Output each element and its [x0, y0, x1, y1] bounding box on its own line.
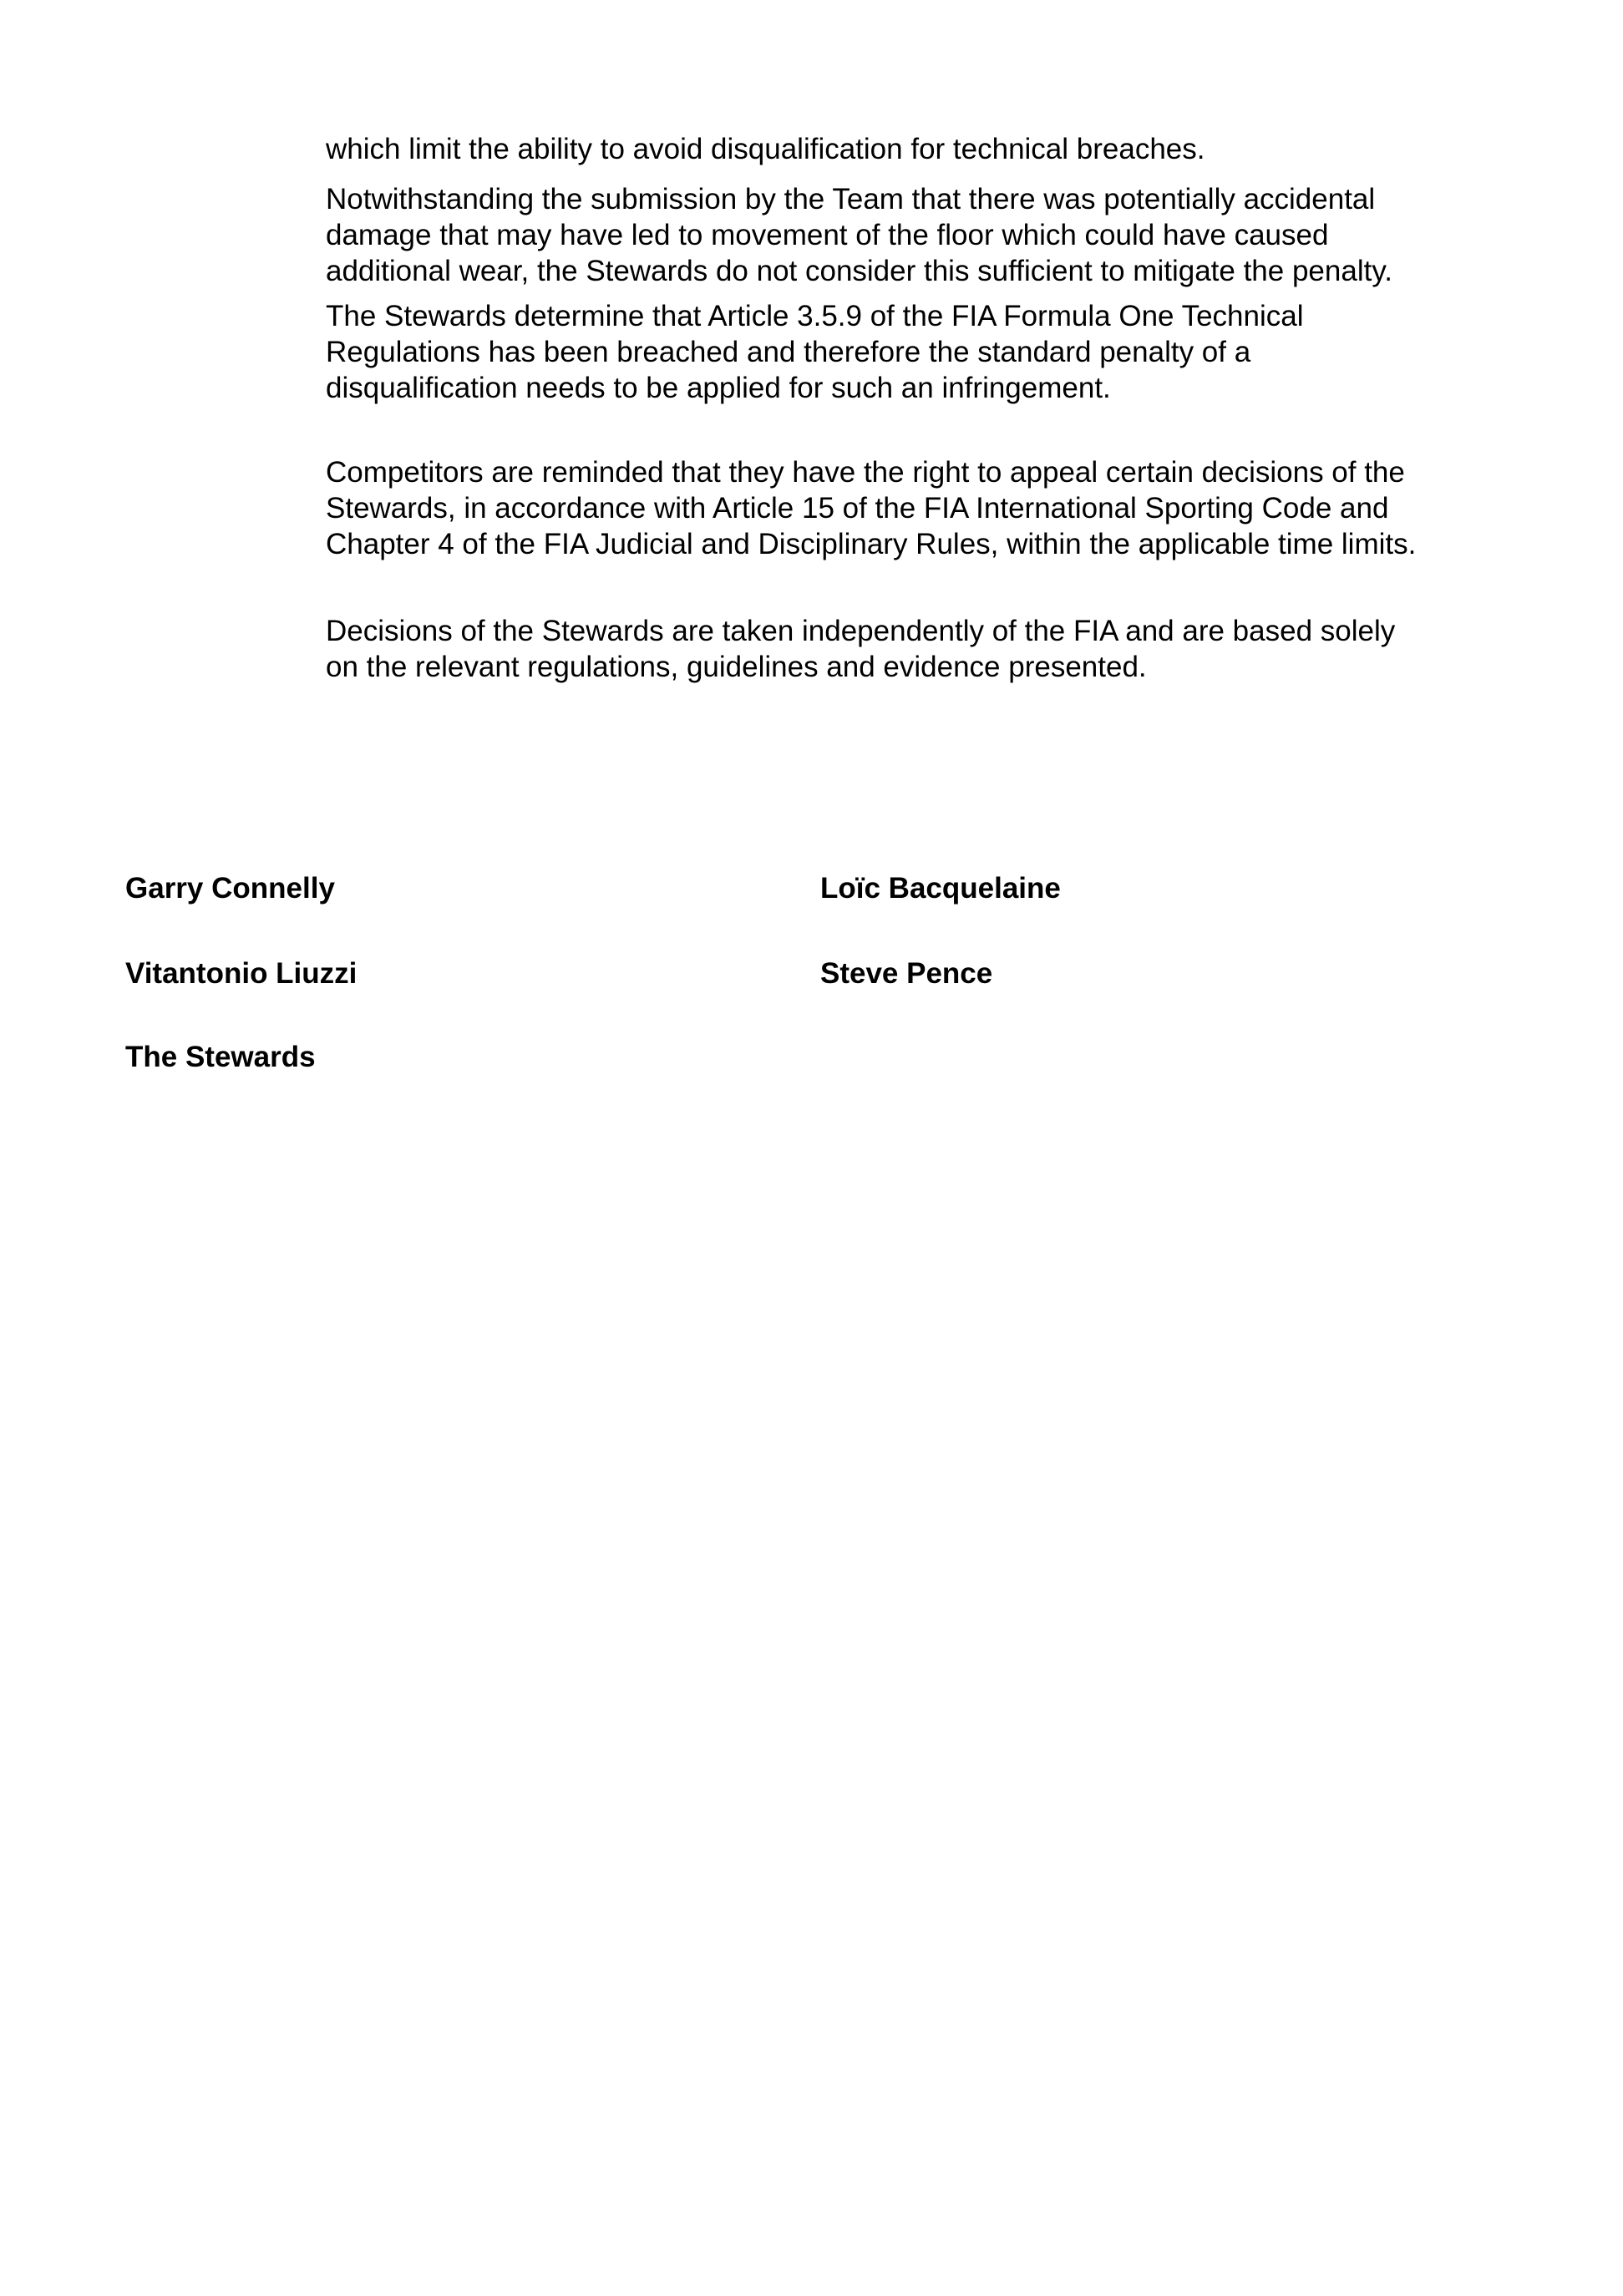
signature-footer-the-stewards: The Stewards — [125, 1041, 316, 1073]
text-line: The Stewards determine that Article 3.5.9 of the FIA Formula One Technical — [326, 300, 1304, 332]
text-line: Regulations has been breached and therefore the standard penalty of a — [326, 336, 1251, 368]
signatory-left-1: Garry Connelly — [125, 872, 335, 905]
text-line: damage that may have led to movement of the floor which could have caused — [326, 219, 1329, 251]
text-line: which limit the ability to avoid disqualification for technical breaches. — [326, 133, 1205, 165]
paragraph-stewards-determination — [326, 298, 1304, 406]
text-line: disqualification needs to be applied for such an infringement. — [326, 372, 1111, 404]
paragraph-disqualification-breaches — [326, 131, 1205, 167]
text-line: Decisions of the Stewards are taken independently of the FIA and are based solely — [326, 615, 1396, 647]
paragraph-decisions-independent — [326, 613, 1395, 685]
text-line: Competitors are reminded that they have the right to appeal certain decisions of the — [326, 456, 1405, 489]
text-line: on the relevant regulations, guidelines and evidence presented. — [326, 651, 1147, 683]
text-line: Stewards, in accordance with Article 15 of the FIA International Sporting Code and — [326, 492, 1389, 525]
text-line: additional wear, the Stewards do not consider this sufficient to mitigate the penalty. — [326, 255, 1392, 287]
paragraph-notwithstanding-submission — [326, 181, 1392, 289]
paragraph-right-to-appeal — [326, 454, 1416, 562]
signatory-right-2: Steve Pence — [820, 957, 993, 990]
text-line: Chapter 4 of the FIA Judicial and Disciplinary Rules, within the applicable time limits. — [326, 528, 1417, 560]
text-line: Notwithstanding the submission by the Team that there was potentially accidental — [326, 183, 1376, 215]
signatory-left-2: Vitantonio Liuzzi — [125, 957, 358, 990]
signatory-right-1: Loïc Bacquelaine — [820, 872, 1061, 905]
